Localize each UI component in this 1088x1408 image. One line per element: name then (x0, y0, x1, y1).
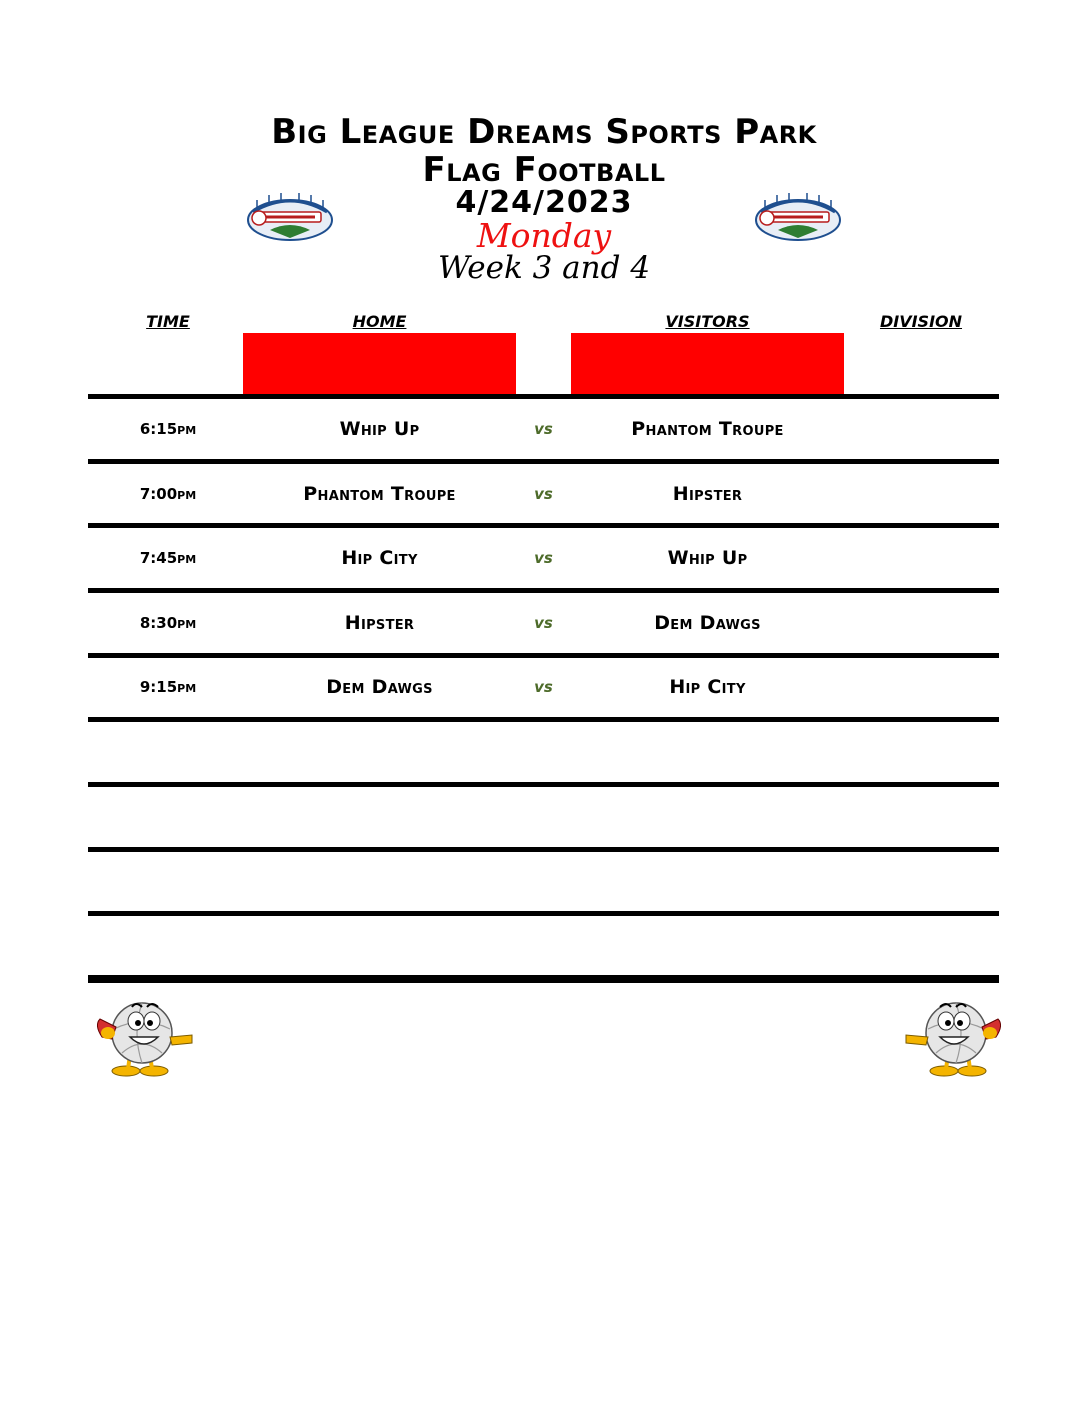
vs-label: vs (534, 549, 553, 567)
title-week: Week 3 and 4 (437, 250, 651, 286)
table-row (88, 399, 999, 459)
visitor-team: Whip Up (667, 547, 748, 569)
game-time: 7:00pm (139, 485, 197, 503)
volleyball-mascot-icon (92, 985, 202, 1080)
visitor-team: Phantom Troupe (631, 418, 784, 440)
row-divider (88, 717, 999, 722)
title-park: Big League Dreams Sports Park (271, 112, 817, 152)
stadium-logo-icon (245, 190, 335, 242)
home-team: Hipster (344, 612, 415, 634)
home-team: Whip Up (339, 418, 420, 440)
row-divider (88, 847, 999, 852)
column-header-division: DIVISION (879, 312, 963, 331)
title-sport: Flag Football (422, 150, 666, 190)
home-team: Phantom Troupe (303, 483, 456, 505)
division-cell (862, 593, 980, 653)
volleyball-mascot-icon (896, 985, 1006, 1080)
vs-label: vs (534, 420, 553, 438)
row-divider (88, 782, 999, 787)
visitors-color-block (571, 333, 844, 395)
division-cell (862, 657, 980, 717)
column-header-home: HOME (352, 312, 407, 331)
table-row (88, 528, 999, 588)
table-row (88, 464, 999, 524)
division-cell (862, 464, 980, 524)
stadium-logo-icon (753, 190, 843, 242)
game-time: 9:15pm (139, 678, 197, 696)
title-day: Monday (476, 216, 612, 255)
game-time: 8:30pm (139, 614, 197, 632)
visitor-team: Dem Dawgs (654, 612, 761, 634)
table-bottom-rule (88, 975, 999, 983)
division-cell (862, 399, 980, 459)
title-date: 4/24/2023 (455, 185, 633, 220)
visitor-team: Hipster (672, 483, 743, 505)
vs-label: vs (534, 614, 553, 632)
table-row (88, 657, 999, 717)
row-divider (88, 911, 999, 916)
table-row (88, 593, 999, 653)
vs-label: vs (534, 485, 553, 503)
division-cell (862, 528, 980, 588)
vs-label: vs (534, 678, 553, 696)
home-team: Hip City (341, 547, 418, 569)
column-header-visitors: VISITORS (665, 312, 750, 331)
home-color-block (243, 333, 516, 395)
visitor-team: Hip City (669, 676, 746, 698)
game-time: 7:45pm (139, 549, 197, 567)
game-time: 6:15pm (139, 420, 197, 438)
column-header-time: TIME (146, 312, 190, 331)
home-team: Dem Dawgs (326, 676, 433, 698)
